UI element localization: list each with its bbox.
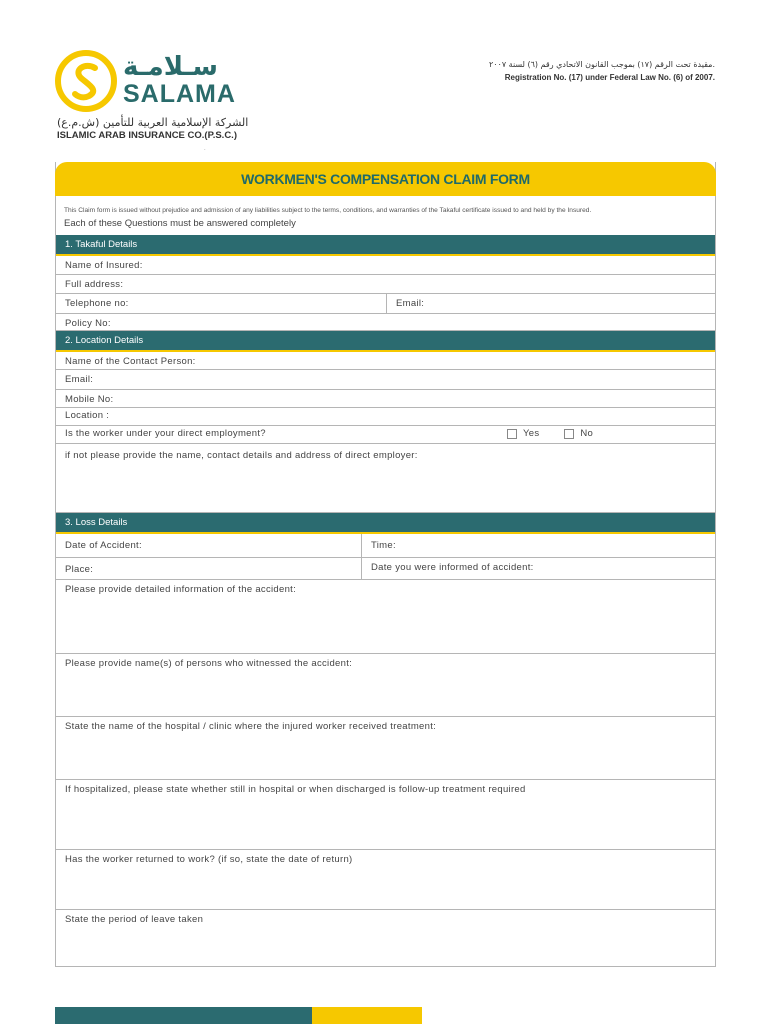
footer-bar-yellow: [312, 1007, 422, 1024]
row-telephone-email: [56, 294, 715, 314]
checkbox-yes[interactable]: [507, 428, 539, 439]
label-employer-details: if not please provide the name, contact details and address of direct employer:: [65, 450, 418, 461]
brand-arabic-name: سـلامـة: [123, 52, 218, 82]
footer-bar-teal: [55, 1007, 312, 1024]
label-telephone: Telephone no:: [65, 298, 129, 309]
registration-info: [489, 58, 715, 84]
field-hospital[interactable]: [56, 717, 715, 780]
checkbox-yes-label: Yes: [523, 428, 540, 439]
section-location-details: 2. Location Details: [56, 331, 715, 352]
form-title: WORKMEN'S COMPENSATION CLAIM FORM: [241, 171, 530, 187]
field-time[interactable]: [361, 534, 715, 557]
label-time: Time:: [371, 540, 396, 551]
label-direct-employment: Is the worker under your direct employment?: [65, 428, 266, 439]
field-date-informed[interactable]: [361, 558, 715, 579]
field-employer-details[interactable]: [56, 444, 715, 513]
field-location-email[interactable]: [56, 370, 715, 390]
company-logo: [55, 50, 255, 145]
decorative-dot: .: [204, 146, 206, 152]
label-hospitalized: If hospitalized, please state whether still in hospital or when discharged is follow-up treatment required: [65, 784, 526, 795]
label-mobile-no: Mobile No:: [65, 394, 114, 405]
row-date-time: [56, 534, 715, 558]
checkbox-no-box[interactable]: [564, 429, 574, 439]
section-loss-details: 3. Loss Details: [56, 513, 715, 534]
label-detailed-info: Please provide detailed information of the accident:: [65, 584, 297, 595]
label-name-of-insured: Name of Insured:: [65, 260, 143, 271]
checkbox-yes-box[interactable]: [507, 429, 517, 439]
label-email: Email:: [396, 298, 425, 309]
brand-english-name: SALAMA: [123, 80, 236, 108]
registration-arabic: مقيدة تحت الرقم (١٧) بموجب القانون الاتحادي رقم (٦) لسنة ٢٠٠٧.: [488, 60, 715, 69]
field-leave-period[interactable]: [56, 910, 715, 966]
label-date-of-accident: Date of Accident:: [65, 540, 142, 551]
row-direct-employment: [56, 426, 715, 444]
checkbox-no[interactable]: [564, 428, 593, 439]
registration-english: Registration No. (17) under Federal Law No. (6) of 2007.: [504, 73, 715, 82]
direct-employment-options: [486, 426, 715, 443]
field-location[interactable]: [56, 408, 715, 426]
label-date-informed: Date you were informed of accident:: [371, 562, 534, 573]
label-policy-no: Policy No:: [65, 318, 111, 329]
label-location-email: Email:: [65, 374, 94, 385]
company-english-name: ISLAMIC ARAB INSURANCE CO.(P.S.C.): [57, 130, 237, 141]
field-email[interactable]: [386, 294, 715, 313]
field-returned-to-work[interactable]: [56, 850, 715, 910]
form-title-bar: [55, 162, 716, 196]
label-contact-person: Name of the Contact Person:: [65, 356, 196, 367]
field-full-address[interactable]: [56, 275, 715, 294]
field-contact-person[interactable]: [56, 352, 715, 370]
label-place: Place:: [65, 564, 94, 575]
label-witnesses: Please provide name(s) of persons who witnessed the accident:: [65, 658, 353, 669]
field-name-of-insured[interactable]: [56, 256, 715, 275]
form-intro: This Claim form is issued without prejudice and admission of any liabilities subject to the terms, conditions, and warranties of the Takaful certificate issued to and held by the Insured.: [64, 207, 592, 214]
field-place[interactable]: [56, 558, 361, 579]
claim-form: [55, 162, 716, 967]
field-hospitalized[interactable]: [56, 780, 715, 850]
checkbox-no-label: No: [580, 428, 594, 439]
field-mobile-no[interactable]: [56, 390, 715, 408]
field-detailed-info[interactable]: [56, 580, 715, 654]
label-leave-period: State the period of leave taken: [65, 914, 204, 925]
label-location: Location :: [65, 410, 110, 421]
company-arabic-name: الشركة الإسلامية العربية للتأمين (ش.م.ع): [57, 116, 249, 129]
salama-logo-icon: [55, 50, 117, 112]
field-telephone[interactable]: [56, 294, 386, 313]
field-policy-no[interactable]: [56, 314, 715, 331]
label-returned-to-work: Has the worker returned to work? (if so, state the date of return): [65, 854, 353, 865]
label-full-address: Full address:: [65, 279, 124, 290]
field-date-of-accident[interactable]: [56, 534, 361, 557]
field-witnesses[interactable]: [56, 654, 715, 717]
label-hospital: State the name of the hospital / clinic where the injured worker received treatment:: [65, 721, 437, 732]
section-takaful-details: 1. Takaful Details: [56, 235, 715, 256]
form-instruction: Each of these Questions must be answered completely: [64, 218, 296, 229]
row-place-date-informed: [56, 558, 715, 580]
